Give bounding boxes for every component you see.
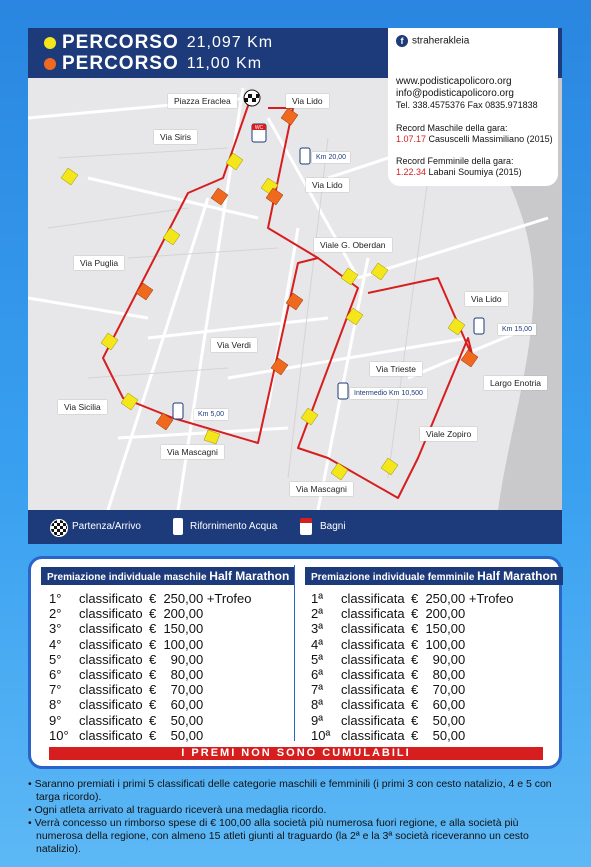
- water-icon: [338, 383, 348, 399]
- prize-label: classificata: [341, 621, 405, 637]
- prize-amount: € 200,00: [411, 606, 466, 622]
- phone-text: Tel. 338.4575376 Fax 0835.971838: [396, 100, 538, 110]
- prize-label: classificato: [79, 727, 143, 743]
- prize-pos: 10°: [49, 727, 69, 743]
- water-icon: [300, 148, 310, 164]
- route-long-distance: 21,097 Km: [186, 34, 274, 51]
- prize-pos: 9ª: [311, 712, 324, 728]
- street-label: Via Lido: [286, 94, 329, 108]
- prize-pos: 10ª: [311, 727, 331, 743]
- street-label: Via Puglia: [74, 256, 124, 270]
- prize-amount: € 70,00: [149, 682, 204, 698]
- prize-label: classificato: [79, 667, 143, 682]
- prize-label: classificata: [341, 727, 405, 743]
- prize-pos: 5ª: [311, 651, 324, 667]
- route-short-label: PERCORSO: [62, 53, 179, 74]
- street-label: Via Trieste: [370, 362, 422, 376]
- route-short: [44, 53, 262, 75]
- yellow-dot-icon: [44, 37, 56, 49]
- prize-pos: 1°: [49, 591, 62, 606]
- record-women-title: Record Femminile della gara:: [396, 156, 514, 166]
- prize-amount: € 250,00 +Trofeo: [411, 591, 514, 606]
- men-title-prefix: Premiazione individuale maschile: [47, 572, 207, 583]
- info-box: [388, 28, 558, 186]
- orange-dot-icon: [44, 58, 56, 70]
- minor-streets: [48, 138, 428, 478]
- route-long: [44, 32, 273, 54]
- prize-pos: 5°: [49, 651, 62, 667]
- prize-pos: 1ª: [311, 591, 324, 606]
- legend-toilets: Bagni: [320, 521, 346, 532]
- women-title-suffix: Half Marathon: [477, 569, 558, 583]
- prize-label: classificata: [341, 606, 405, 622]
- record-men-title: Record Maschile della gara:: [396, 123, 508, 133]
- prizes-panel: [28, 556, 562, 769]
- prize-amount: € 80,00: [411, 667, 466, 682]
- notes: [28, 778, 562, 856]
- water-icon: [173, 518, 183, 535]
- water-point-label: Km 20,00: [312, 152, 350, 163]
- prize-amount: € 90,00: [411, 651, 466, 667]
- record-women: [396, 167, 522, 177]
- prize-amount: € 200,00: [149, 606, 204, 622]
- men-prizes-title: [41, 567, 295, 585]
- checkered-flag-icon: [244, 90, 260, 106]
- note-item: • Saranno premiati i primi 5 classificati delle categorie maschili e femminili (i primi 3 con cesto natalizio, 4 e 5 con targa ricordo).: [28, 778, 552, 803]
- checkered-flag-icon: [50, 519, 68, 537]
- prize-pos: 3°: [49, 621, 62, 637]
- prize-label: classificata: [341, 697, 405, 713]
- prize-label: classificata: [341, 667, 405, 682]
- prize-amount: € 100,00: [149, 636, 204, 652]
- website-link[interactable]: www.podisticapolicoro.org: [396, 76, 512, 87]
- prize-amount: € 50,00: [149, 712, 204, 728]
- record-men-time: 1.07.17: [396, 134, 427, 144]
- street-label: Via Lido: [306, 178, 349, 192]
- prize-amount: € 60,00: [411, 697, 466, 713]
- street-label: Piazza Eraclea: [168, 94, 237, 108]
- prize-amount: € 60,00: [149, 697, 204, 713]
- prize-pos: 2°: [49, 606, 62, 622]
- prize-label: classificato: [79, 651, 143, 667]
- street-label: Via Mascagni: [161, 445, 224, 459]
- men-title-suffix: Half Marathon: [209, 569, 290, 583]
- prize-pos: 7ª: [311, 682, 324, 698]
- prize-amount: € 80,00: [149, 667, 204, 682]
- prize-label: classificato: [79, 712, 143, 728]
- prize-label: classificato: [79, 591, 143, 606]
- record-men: [396, 134, 553, 144]
- water-icon: [173, 403, 183, 419]
- panel-divider: [294, 565, 295, 741]
- map-legend: [28, 510, 562, 544]
- street-label: Largo Enotria: [484, 376, 547, 390]
- water-point-label: Km 15,00: [498, 324, 536, 335]
- prize-label: classificata: [341, 591, 405, 606]
- not-cumulative-banner: I PREMI NON SONO CUMULABILI: [49, 747, 543, 760]
- prize-label: classificato: [79, 682, 143, 698]
- street-label: Viale Zopiro: [420, 427, 477, 441]
- prize-amount: € 70,00: [411, 682, 466, 698]
- record-women-time: 1.22.34: [396, 167, 427, 177]
- social-handle[interactable]: [396, 35, 469, 47]
- prize-pos: 3ª: [311, 621, 324, 637]
- svg-text:WC: WC: [254, 125, 264, 131]
- water-point-label: Intermedio Km 10,500: [350, 388, 427, 399]
- route-long-label: PERCORSO: [62, 32, 179, 53]
- prize-pos: 8ª: [311, 697, 324, 713]
- wc-icon: [300, 518, 312, 535]
- water-icon: [474, 318, 484, 334]
- street-label: Via Mascagni: [290, 482, 353, 496]
- wc-icon: [252, 124, 266, 142]
- prize-amount: € 90,00: [149, 651, 204, 667]
- prize-pos: 9°: [49, 712, 62, 728]
- prize-amount: € 50,00: [411, 727, 466, 743]
- prize-amount: € 250,00 +Trofeo: [149, 591, 252, 606]
- note-item: • Ogni atleta arrivato al traguardo riceverà una medaglia ricordo.: [28, 804, 327, 816]
- prize-label: classificato: [79, 606, 143, 622]
- legend-water: Rifornimento Acqua: [190, 521, 278, 532]
- note-item: • Verrà concesso un rimborso spese di € 100,00 alla società più numerosa fuori regione, e alla società più numerosa della regione, con almeno 15 atleti giunti al traguardo (la 2ª e la 3ª società riceveranno un cesto natalizio).: [28, 817, 529, 855]
- street-label: Via Lido: [465, 292, 508, 306]
- prize-amount: € 100,00: [411, 636, 466, 652]
- prize-pos: 6ª: [311, 667, 324, 682]
- prize-pos: 4°: [49, 636, 62, 652]
- street-label: Via Sicilia: [58, 400, 107, 414]
- prize-label: classificata: [341, 682, 405, 698]
- prize-label: classificato: [79, 697, 143, 713]
- prize-label: classificata: [341, 636, 405, 652]
- prize-label: classificato: [79, 621, 143, 637]
- prize-pos: 8°: [49, 697, 62, 713]
- street-label: Viale G. Oberdan: [314, 238, 392, 252]
- prize-label: classificato: [79, 636, 143, 652]
- prize-label: classificata: [341, 651, 405, 667]
- record-men-name: Casuscelli Massimiliano (2015): [428, 134, 553, 144]
- email-link[interactable]: info@podisticapolicoro.org: [396, 88, 514, 99]
- social-text: straherakleia: [412, 35, 470, 47]
- prize-pos: 4ª: [311, 636, 324, 652]
- prize-label: classificata: [341, 712, 405, 728]
- street-label: Via Siris: [154, 130, 197, 144]
- facebook-icon: f: [396, 35, 408, 47]
- prize-amount: € 50,00: [411, 712, 466, 728]
- route-short-distance: 11,00 Km: [186, 55, 263, 72]
- women-prizes-title: [305, 567, 563, 585]
- prize-amount: € 50,00: [149, 727, 204, 743]
- prize-pos: 2ª: [311, 606, 324, 622]
- prize-amount: € 150,00: [149, 621, 204, 637]
- women-title-prefix: Premiazione individuale femminile: [311, 572, 475, 583]
- water-point-label: Km 5,00: [194, 409, 228, 420]
- prize-pos: 7°: [49, 682, 62, 698]
- street-label: Via Verdi: [211, 338, 257, 352]
- prize-amount: € 150,00: [411, 621, 466, 637]
- legend-start: Partenza/Arrivo: [72, 521, 141, 532]
- prize-pos: 6°: [49, 667, 62, 682]
- record-women-name: Labani Soumiya (2015): [428, 167, 522, 177]
